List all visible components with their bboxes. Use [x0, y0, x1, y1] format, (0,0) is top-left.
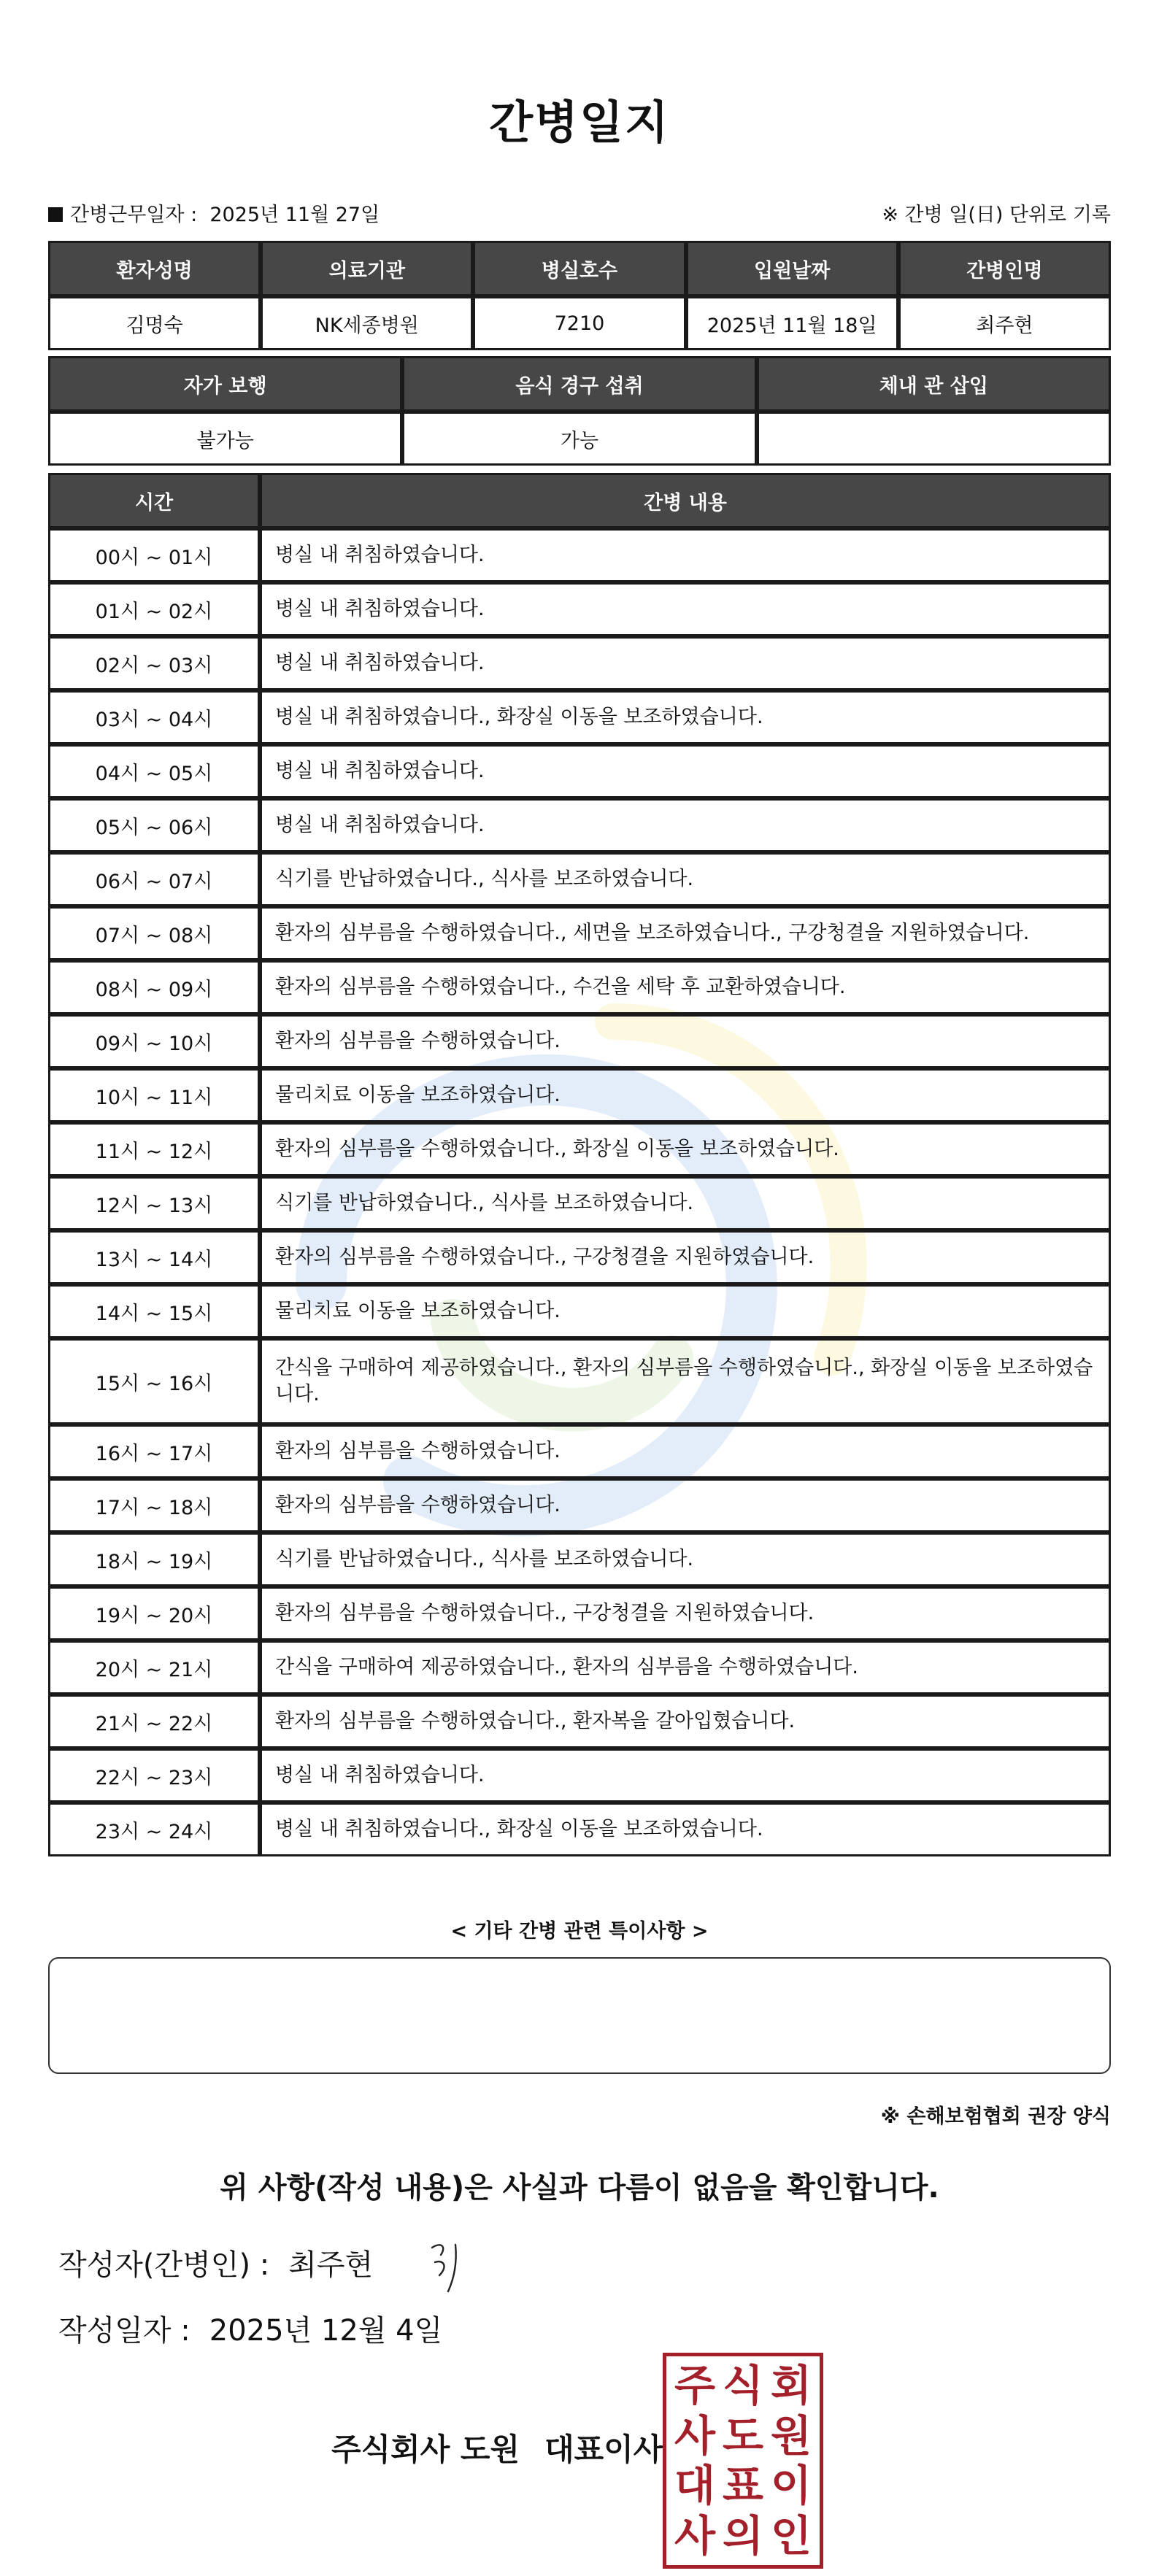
care-log-content: 환자의 심부름을 수행하였습니다.	[260, 1424, 1111, 1478]
care-log-row	[48, 1586, 1111, 1640]
care-log-content: 환자의 심부름을 수행하였습니다.	[260, 1478, 1111, 1532]
care-log-table	[48, 473, 1111, 1856]
square-bullet-icon	[48, 207, 63, 222]
care-log-row	[48, 1338, 1111, 1424]
oral-intake: 가능	[402, 412, 756, 466]
care-log-content: 환자의 심부름을 수행하였습니다., 세면을 보조하였습니다., 구강청결을 지원하였습니다.	[260, 906, 1111, 960]
written-date-value: 2025년 12월 4일	[209, 2314, 443, 2348]
care-log-content: 환자의 심부름을 수행하였습니다.	[260, 1014, 1111, 1068]
care-log-row	[48, 1748, 1111, 1802]
care-log-time: 04시 ~ 05시	[48, 744, 260, 798]
care-log-time: 03시 ~ 04시	[48, 690, 260, 744]
header-time: 시간	[48, 473, 260, 528]
care-log-time: 02시 ~ 03시	[48, 636, 260, 690]
work-date	[48, 198, 380, 227]
seal-character: 회	[770, 2361, 812, 2411]
care-log-time: 12시 ~ 13시	[48, 1176, 260, 1230]
care-log-time: 05시 ~ 06시	[48, 798, 260, 852]
writer-label: 작성자(간병인) :	[58, 2248, 270, 2282]
care-log-row	[48, 1424, 1111, 1478]
form-note: ※ 손해보험협회 권장 양식	[880, 2105, 1111, 2128]
care-log-time: 06시 ~ 07시	[48, 852, 260, 906]
header-hospital: 의료기관	[261, 241, 473, 296]
seal-character: 원	[770, 2410, 812, 2461]
care-log-row	[48, 960, 1111, 1014]
written-date-line	[58, 2307, 442, 2349]
care-log-row	[48, 1014, 1111, 1068]
record-note: ※ 간병 일(日) 단위로 기록	[882, 204, 1111, 226]
care-log-row	[48, 744, 1111, 798]
remarks-title: < 기타 간병 관련 특이사항 >	[450, 1920, 709, 1943]
care-log-time: 20시 ~ 21시	[48, 1640, 260, 1694]
care-log-time: 07시 ~ 08시	[48, 906, 260, 960]
care-log-row	[48, 1802, 1111, 1856]
care-log-row	[48, 1068, 1111, 1122]
care-log-row	[48, 1284, 1111, 1338]
work-date-label: 간병근무일자 :	[70, 204, 198, 226]
care-log-time: 13시 ~ 14시	[48, 1230, 260, 1284]
handwritten-signature	[426, 2237, 470, 2296]
care-log-content: 환자의 심부름을 수행하였습니다., 구강청결을 지원하였습니다.	[260, 1586, 1111, 1640]
care-log-row	[48, 798, 1111, 852]
seal-character: 이	[770, 2461, 812, 2511]
seal-character: 식	[722, 2361, 764, 2411]
patient-status-value-row	[48, 412, 1111, 466]
seal-character: 사	[674, 2510, 716, 2561]
patient-status-header-row	[48, 356, 1111, 412]
care-log-content: 간식을 구매하여 제공하였습니다., 환자의 심부름을 수행하였습니다., 화장실 이동을 보조하였습니다.	[260, 1338, 1111, 1424]
care-log-time: 08시 ~ 09시	[48, 960, 260, 1014]
patient-info-value-row	[48, 296, 1111, 350]
confirmation-statement: 위 사항(작성 내용)은 사실과 다름이 없음을 확인합니다.	[220, 2171, 939, 2205]
company-representative-title: 대표이사	[544, 2432, 663, 2467]
care-log-row	[48, 1694, 1111, 1748]
care-log-body	[48, 528, 1111, 1856]
care-log-row	[48, 690, 1111, 744]
care-log-row	[48, 1122, 1111, 1176]
company-seal	[663, 2353, 823, 2569]
care-log-time: 00시 ~ 01시	[48, 528, 260, 582]
care-log-time: 21시 ~ 22시	[48, 1694, 260, 1748]
care-log-row	[48, 1176, 1111, 1230]
care-log-time: 23시 ~ 24시	[48, 1802, 260, 1856]
care-log-content: 환자의 심부름을 수행하였습니다., 수건을 세탁 후 교환하였습니다.	[260, 960, 1111, 1014]
care-log-content: 병실 내 취침하였습니다.	[260, 636, 1111, 690]
seal-character: 인	[770, 2510, 812, 2561]
writer-name: 최주현	[288, 2248, 374, 2282]
care-log-row	[48, 1532, 1111, 1586]
seal-character: 도	[722, 2410, 764, 2461]
care-log-row	[48, 1478, 1111, 1532]
header-patient-name: 환자성명	[48, 241, 261, 296]
care-log-row	[48, 1230, 1111, 1284]
care-log-time: 10시 ~ 11시	[48, 1068, 260, 1122]
care-log-time: 14시 ~ 15시	[48, 1284, 260, 1338]
care-log-content: 병실 내 취침하였습니다.	[260, 798, 1111, 852]
hospital: NK세종병원	[261, 296, 473, 350]
patient-info-table	[48, 241, 1111, 350]
remarks-box	[48, 1957, 1111, 2074]
care-log-content: 환자의 심부름을 수행하였습니다., 구강청결을 지원하였습니다.	[260, 1230, 1111, 1284]
care-log-time: 17시 ~ 18시	[48, 1478, 260, 1532]
care-log-row	[48, 1640, 1111, 1694]
care-log-content: 환자의 심부름을 수행하였습니다., 환자복을 갈아입혔습니다.	[260, 1694, 1111, 1748]
care-log-content: 물리치료 이동을 보조하였습니다.	[260, 1284, 1111, 1338]
caregiver-name: 최주현	[898, 296, 1111, 350]
header-self-walking: 자가 보행	[48, 356, 402, 412]
care-log-time: 16시 ~ 17시	[48, 1424, 260, 1478]
care-log-time: 09시 ~ 10시	[48, 1014, 260, 1068]
patient-name: 김명숙	[48, 296, 261, 350]
header-caregiver-name: 간병인명	[898, 241, 1111, 296]
care-log-content: 병실 내 취침하였습니다.	[260, 744, 1111, 798]
room-number: 7210	[473, 296, 685, 350]
care-log-content: 병실 내 취침하였습니다., 화장실 이동을 보조하였습니다.	[260, 1802, 1111, 1856]
care-log-content: 물리치료 이동을 보조하였습니다.	[260, 1068, 1111, 1122]
patient-status-table	[48, 356, 1111, 466]
work-date-value: 2025년 11월 27일	[209, 204, 380, 226]
care-log-row	[48, 906, 1111, 960]
care-log-content: 병실 내 취침하였습니다., 화장실 이동을 보조하였습니다.	[260, 690, 1111, 744]
document-title: 간병일지	[489, 96, 670, 149]
patient-info-header-row	[48, 241, 1111, 296]
care-log-content: 병실 내 취침하였습니다.	[260, 582, 1111, 636]
care-log-content: 병실 내 취침하였습니다.	[260, 1748, 1111, 1802]
seal-character: 의	[722, 2510, 764, 2561]
seal-character: 표	[722, 2461, 764, 2511]
care-log-time: 18시 ~ 19시	[48, 1532, 260, 1586]
care-log-time: 11시 ~ 12시	[48, 1122, 260, 1176]
writer-line	[58, 2242, 373, 2283]
seal-character: 대	[674, 2461, 716, 2511]
care-log-row	[48, 582, 1111, 636]
care-log-row	[48, 636, 1111, 690]
care-log-time: 19시 ~ 20시	[48, 1586, 260, 1640]
company-name: 주식회사 도원	[331, 2432, 520, 2467]
seal-character: 주	[674, 2361, 716, 2411]
care-log-row	[48, 852, 1111, 906]
care-log-content: 식기를 반납하였습니다., 식사를 보조하였습니다.	[260, 852, 1111, 906]
care-log-header-row	[48, 473, 1111, 528]
care-log-content: 간식을 구매하여 제공하였습니다., 환자의 심부름을 수행하였습니다.	[260, 1640, 1111, 1694]
header-room-number: 병실호수	[473, 241, 685, 296]
care-log-row	[48, 528, 1111, 582]
care-log-content: 환자의 심부름을 수행하였습니다., 화장실 이동을 보조하였습니다.	[260, 1122, 1111, 1176]
header-admission-date: 입원날짜	[686, 241, 898, 296]
care-log-content: 식기를 반납하였습니다., 식사를 보조하였습니다.	[260, 1176, 1111, 1230]
header-care-content: 간병 내용	[260, 473, 1111, 528]
care-log-time: 01시 ~ 02시	[48, 582, 260, 636]
written-date-label: 작성일자 :	[58, 2314, 190, 2348]
admission-date: 2025년 11월 18일	[686, 296, 898, 350]
header-oral-intake: 음식 경구 섭취	[402, 356, 756, 412]
tube-insertion	[757, 412, 1111, 466]
seal-character: 사	[674, 2410, 716, 2461]
self-walking: 불가능	[48, 412, 402, 466]
care-log-time: 22시 ~ 23시	[48, 1748, 260, 1802]
company-line	[331, 2426, 663, 2469]
care-log-content: 식기를 반납하였습니다., 식사를 보조하였습니다.	[260, 1532, 1111, 1586]
header-tube-insertion: 체내 관 삽입	[757, 356, 1111, 412]
care-log-time: 15시 ~ 16시	[48, 1338, 260, 1424]
care-log-content: 병실 내 취침하였습니다.	[260, 528, 1111, 582]
